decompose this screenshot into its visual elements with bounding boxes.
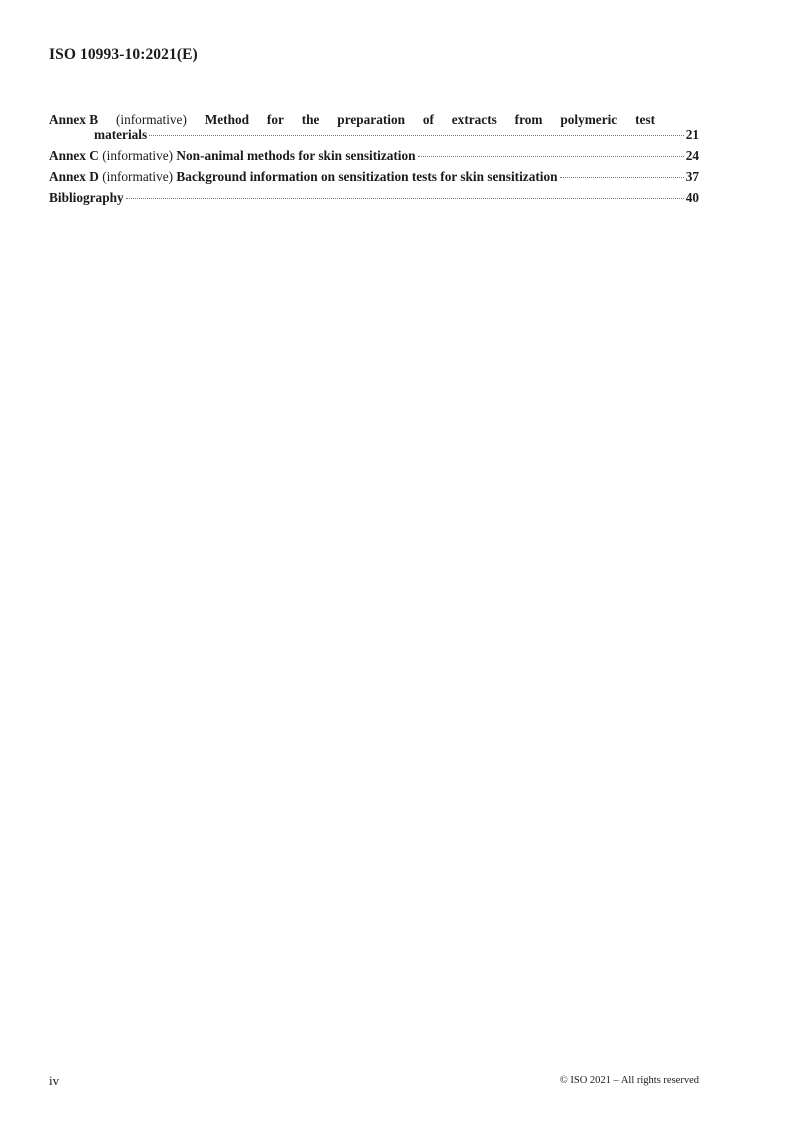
table-of-contents: [49, 112, 699, 205]
toc-entry-bibliography[interactable]: [49, 190, 699, 205]
annex-b-page-number: 21: [685, 127, 699, 142]
toc-entry-annex-b[interactable]: [49, 112, 699, 142]
annex-d-page-number: 37: [685, 169, 699, 184]
dot-leader: [560, 177, 684, 178]
dot-leader: [126, 198, 684, 199]
bibliography-title: Bibliography: [49, 190, 124, 205]
annex-b-title-word: of: [422, 112, 434, 127]
page-number: iv: [49, 1073, 60, 1088]
annex-c-page-number: 24: [685, 148, 699, 163]
toc-entry-annex-c[interactable]: [49, 148, 699, 163]
annex-b-title-continuation: materials: [94, 127, 148, 142]
annex-b-title-word: the: [301, 112, 320, 127]
annex-d-label: Annex D: [49, 169, 99, 184]
annex-b-title-word: test: [635, 112, 655, 127]
annex-d-title: Background information on sensitization tests for skin sensitization: [176, 169, 558, 184]
annex-d-type: (informative): [102, 169, 174, 184]
dot-leader: [418, 156, 684, 157]
annex-b-title-word: polymeric: [560, 112, 618, 127]
toc-entry-annex-b-line2: [49, 127, 699, 142]
annex-b-title-word: from: [514, 112, 543, 127]
annex-c-type: (informative): [102, 148, 174, 163]
annex-b-title-word: Method: [204, 112, 250, 127]
annex-c-title: Non-animal methods for skin sensitization: [176, 148, 416, 163]
annex-b-title-word: preparation: [337, 112, 406, 127]
annex-b-label: Annex B: [49, 112, 99, 127]
annex-b-title-word: extracts: [451, 112, 497, 127]
toc-entry-annex-b-line1: [49, 112, 655, 127]
annex-c-label: Annex C: [49, 148, 99, 163]
copyright-notice: © ISO 2021 – All rights reserved: [559, 1075, 699, 1086]
dot-leader: [149, 135, 684, 136]
document-identifier: ISO 10993-10:2021(E): [49, 46, 198, 63]
annex-b-type: (informative): [115, 112, 187, 127]
bibliography-page-number: 40: [685, 190, 699, 205]
annex-b-title-word: for: [266, 112, 284, 127]
toc-entry-annex-d[interactable]: [49, 169, 699, 184]
